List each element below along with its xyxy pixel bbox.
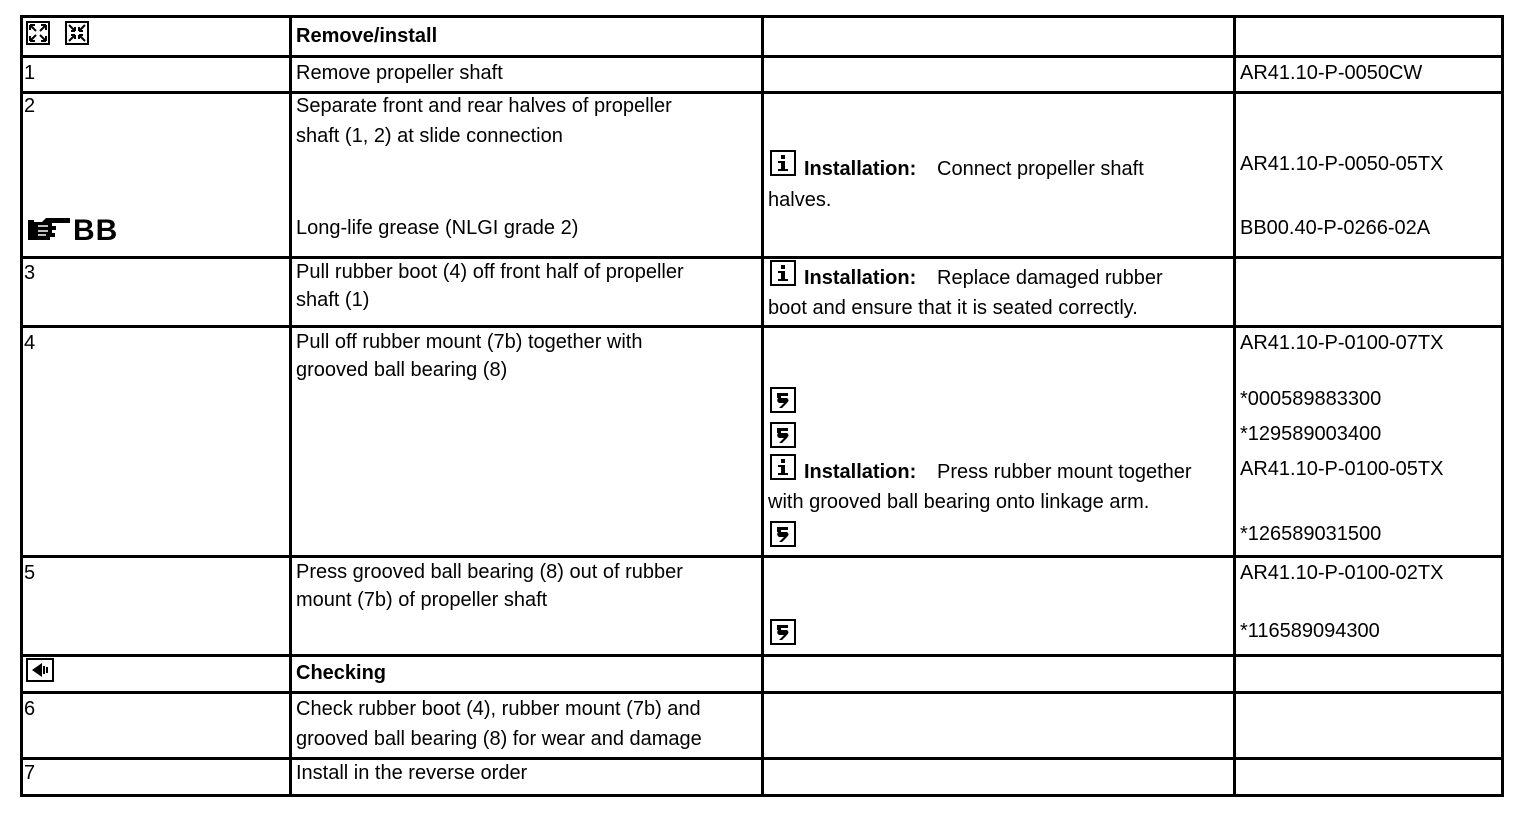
special-tool-icon bbox=[770, 619, 796, 645]
step-description-line1: Check rubber boot (4), rubber mount (7b) and bbox=[296, 698, 701, 720]
column-divider bbox=[1233, 18, 1236, 794]
reference-link[interactable]: AR41.10-P-0100-05TX bbox=[1240, 458, 1444, 480]
step-number: 7 bbox=[24, 762, 36, 784]
collapse-icon[interactable] bbox=[65, 21, 89, 45]
step-number: 4 bbox=[24, 332, 36, 354]
step-description-line1: Pull rubber boot (4) off front half of propeller bbox=[296, 261, 684, 283]
section-title-remove-install: Remove/install bbox=[296, 25, 438, 47]
step-number: 3 bbox=[24, 262, 36, 284]
installation-note-line2: boot and ensure that it is seated correctly. bbox=[768, 297, 1138, 319]
pointing-hand-icon bbox=[26, 214, 72, 244]
step-description-line1: Separate front and rear halves of propeller bbox=[296, 95, 672, 117]
installation-note-line1: Replace damaged rubber bbox=[937, 267, 1163, 289]
procedure-table bbox=[20, 15, 1504, 797]
step-description-line1: Press grooved ball bearing (8) out of rubber bbox=[296, 561, 683, 583]
reference-link[interactable]: AR41.10-P-0100-07TX bbox=[1240, 332, 1444, 354]
reference-link[interactable]: AR41.10-P-0050CW bbox=[1240, 62, 1423, 84]
installation-note-line1: Press rubber mount together bbox=[937, 461, 1192, 483]
installation-note-label: Installation: bbox=[804, 158, 917, 180]
reference-link[interactable]: AR41.10-P-0050-05TX bbox=[1240, 153, 1444, 175]
installation-note-line2: halves. bbox=[768, 189, 832, 211]
info-icon bbox=[770, 260, 796, 286]
step-number: 6 bbox=[24, 698, 36, 720]
step-description: Install in the reverse order bbox=[296, 762, 528, 784]
checking-icon bbox=[26, 658, 54, 682]
grease-specification: Long-life grease (NLGI grade 2) bbox=[296, 217, 579, 239]
info-icon bbox=[770, 150, 796, 176]
tool-number[interactable]: *116589094300 bbox=[1240, 620, 1380, 642]
installation-note-label: Installation: bbox=[804, 461, 917, 483]
step-number: 1 bbox=[24, 62, 36, 84]
tool-number[interactable]: *000589883300 bbox=[1240, 388, 1382, 410]
expand-icon[interactable] bbox=[26, 21, 50, 45]
step-description-line2: grooved ball bearing (8) for wear and damage bbox=[296, 728, 702, 750]
reference-link[interactable]: AR41.10-P-0100-02TX bbox=[1240, 562, 1444, 584]
step-description-line2: mount (7b) of propeller shaft bbox=[296, 589, 548, 611]
bb-marker: BB bbox=[73, 214, 119, 247]
step-description-line2: grooved ball bearing (8) bbox=[296, 359, 508, 381]
reference-link[interactable]: BB00.40-P-0266-02A bbox=[1240, 217, 1431, 239]
special-tool-icon bbox=[770, 422, 796, 448]
tool-number[interactable]: *126589031500 bbox=[1240, 523, 1382, 545]
step-number: 5 bbox=[24, 562, 36, 584]
step-description-line1: Pull off rubber mount (7b) together with bbox=[296, 331, 643, 353]
step-description-line2: shaft (1, 2) at slide connection bbox=[296, 125, 563, 147]
special-tool-icon bbox=[770, 521, 796, 547]
info-icon bbox=[770, 454, 796, 480]
column-divider bbox=[761, 18, 764, 794]
step-description-line2: shaft (1) bbox=[296, 289, 370, 311]
special-tool-icon bbox=[770, 387, 796, 413]
column-divider bbox=[289, 18, 292, 794]
section-title-checking: Checking bbox=[296, 662, 387, 684]
step-number: 2 bbox=[24, 95, 36, 117]
tool-number[interactable]: *129589003400 bbox=[1240, 423, 1382, 445]
installation-note-label: Installation: bbox=[804, 267, 917, 289]
installation-note-line1: Connect propeller shaft bbox=[937, 158, 1144, 180]
installation-note-line2: with grooved ball bearing onto linkage arm. bbox=[768, 491, 1150, 513]
step-description: Remove propeller shaft bbox=[296, 62, 503, 84]
